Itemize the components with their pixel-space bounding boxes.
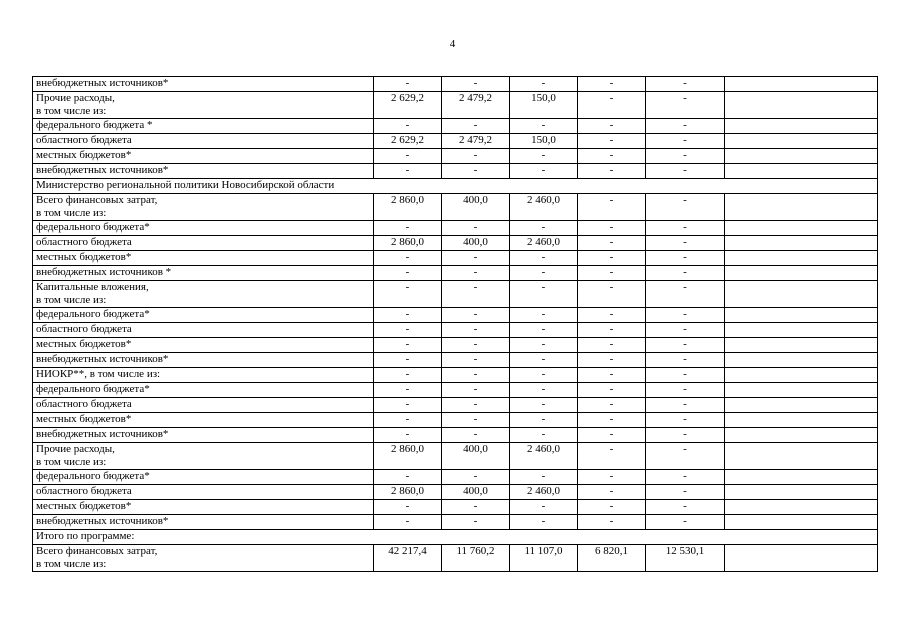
- table-row: [33, 266, 878, 281]
- row-label-line: внебюджетных источников*: [36, 428, 169, 440]
- value-cell: 2 479,2: [442, 134, 510, 149]
- row-label-line: в том числе из:: [36, 207, 107, 219]
- table-row: [33, 323, 878, 338]
- value-cell: -: [374, 470, 442, 485]
- value-cell: [725, 413, 878, 428]
- value-cell: -: [510, 323, 578, 338]
- value-cell: -: [578, 236, 646, 251]
- value-cell: -: [646, 308, 725, 323]
- value-cell: -: [646, 485, 725, 500]
- value-cell: -: [374, 368, 442, 383]
- row-label-line: местных бюджетов*: [36, 500, 132, 512]
- value-cell: -: [578, 221, 646, 236]
- row-label: [33, 281, 374, 308]
- value-cell: -: [646, 338, 725, 353]
- value-cell: -: [510, 251, 578, 266]
- table-row: [33, 164, 878, 179]
- row-label-line: внебюджетных источников*: [36, 164, 169, 176]
- value-cell: [725, 383, 878, 398]
- value-cell: 150,0: [510, 134, 578, 149]
- value-cell: -: [510, 353, 578, 368]
- value-cell: -: [374, 119, 442, 134]
- value-cell: -: [646, 428, 725, 443]
- value-cell: [725, 338, 878, 353]
- value-cell: -: [578, 149, 646, 164]
- table-row: [33, 149, 878, 164]
- value-cell: [725, 92, 878, 119]
- row-label: [33, 443, 374, 470]
- value-cell: [725, 119, 878, 134]
- value-cell: -: [442, 77, 510, 92]
- value-cell: -: [442, 353, 510, 368]
- value-cell: -: [374, 251, 442, 266]
- row-label: [33, 383, 374, 398]
- value-cell: -: [510, 164, 578, 179]
- row-label-line: в том числе из:: [36, 105, 107, 117]
- value-cell: 11 760,2: [442, 545, 510, 572]
- value-cell: -: [510, 77, 578, 92]
- table-row: [33, 383, 878, 398]
- table-row: [33, 413, 878, 428]
- value-cell: -: [374, 164, 442, 179]
- value-cell: -: [510, 308, 578, 323]
- row-label: [33, 500, 374, 515]
- value-cell: -: [374, 500, 442, 515]
- table-row: [33, 77, 878, 92]
- value-cell: -: [442, 281, 510, 308]
- section-heading: Итого по программе:: [33, 530, 878, 545]
- value-cell: -: [578, 413, 646, 428]
- table-row: [33, 530, 878, 545]
- value-cell: -: [510, 515, 578, 530]
- value-cell: -: [442, 164, 510, 179]
- value-cell: 6 820,1: [578, 545, 646, 572]
- table-row: [33, 515, 878, 530]
- value-cell: -: [646, 281, 725, 308]
- row-label: [33, 338, 374, 353]
- value-cell: -: [578, 383, 646, 398]
- row-label-line: местных бюджетов*: [36, 413, 132, 425]
- value-cell: -: [442, 383, 510, 398]
- value-cell: [725, 428, 878, 443]
- value-cell: [725, 77, 878, 92]
- value-cell: -: [578, 470, 646, 485]
- row-label: [33, 236, 374, 251]
- value-cell: -: [374, 338, 442, 353]
- value-cell: -: [374, 77, 442, 92]
- value-cell: -: [646, 251, 725, 266]
- value-cell: 12 530,1: [646, 545, 725, 572]
- value-cell: -: [442, 398, 510, 413]
- value-cell: -: [374, 428, 442, 443]
- value-cell: [725, 266, 878, 281]
- value-cell: -: [646, 323, 725, 338]
- value-cell: [725, 308, 878, 323]
- value-cell: -: [578, 77, 646, 92]
- value-cell: 400,0: [442, 194, 510, 221]
- value-cell: -: [578, 353, 646, 368]
- value-cell: -: [578, 338, 646, 353]
- table-row: [33, 368, 878, 383]
- row-label-line: в том числе из:: [36, 294, 107, 306]
- row-label-line: внебюджетных источников *: [36, 266, 172, 278]
- value-cell: 2 860,0: [374, 485, 442, 500]
- value-cell: 2 479,2: [442, 92, 510, 119]
- value-cell: -: [374, 281, 442, 308]
- value-cell: 400,0: [442, 236, 510, 251]
- row-label: [33, 308, 374, 323]
- value-cell: -: [578, 398, 646, 413]
- row-label-line: федерального бюджета*: [36, 383, 150, 395]
- row-label: [33, 194, 374, 221]
- value-cell: -: [442, 338, 510, 353]
- table-row: [33, 485, 878, 500]
- row-label-line: областного бюджета: [36, 323, 132, 335]
- value-cell: -: [442, 266, 510, 281]
- table-row: [33, 179, 878, 194]
- value-cell: -: [646, 383, 725, 398]
- value-cell: -: [646, 221, 725, 236]
- row-label: [33, 353, 374, 368]
- row-label-line: в том числе из:: [36, 456, 107, 468]
- value-cell: [725, 545, 878, 572]
- value-cell: -: [578, 485, 646, 500]
- value-cell: -: [510, 398, 578, 413]
- value-cell: -: [646, 500, 725, 515]
- table-row: [33, 353, 878, 368]
- row-label: [33, 149, 374, 164]
- row-label-line: областного бюджета: [36, 398, 132, 410]
- table-row: [33, 236, 878, 251]
- value-cell: 42 217,4: [374, 545, 442, 572]
- value-cell: -: [646, 134, 725, 149]
- value-cell: -: [374, 413, 442, 428]
- row-label: [33, 413, 374, 428]
- value-cell: -: [646, 149, 725, 164]
- table-row: [33, 134, 878, 149]
- value-cell: [725, 500, 878, 515]
- value-cell: -: [646, 470, 725, 485]
- value-cell: -: [510, 383, 578, 398]
- row-label: [33, 470, 374, 485]
- value-cell: -: [578, 134, 646, 149]
- value-cell: -: [510, 470, 578, 485]
- value-cell: [725, 164, 878, 179]
- value-cell: 400,0: [442, 443, 510, 470]
- row-label: [33, 485, 374, 500]
- budget-table-body: [33, 77, 878, 572]
- value-cell: -: [510, 266, 578, 281]
- value-cell: [725, 134, 878, 149]
- value-cell: -: [646, 266, 725, 281]
- value-cell: -: [646, 368, 725, 383]
- value-cell: -: [510, 338, 578, 353]
- row-label-line: местных бюджетов*: [36, 251, 132, 263]
- row-label: [33, 428, 374, 443]
- value-cell: -: [374, 308, 442, 323]
- value-cell: -: [578, 515, 646, 530]
- value-cell: -: [442, 515, 510, 530]
- value-cell: -: [374, 515, 442, 530]
- value-cell: [725, 470, 878, 485]
- value-cell: -: [442, 368, 510, 383]
- value-cell: -: [442, 149, 510, 164]
- row-label-line: НИОКР**, в том числе из:: [36, 368, 161, 380]
- value-cell: -: [646, 236, 725, 251]
- value-cell: [725, 368, 878, 383]
- row-label-line: федерального бюджета *: [36, 119, 153, 131]
- value-cell: -: [374, 266, 442, 281]
- value-cell: [725, 443, 878, 470]
- value-cell: -: [510, 149, 578, 164]
- value-cell: [725, 485, 878, 500]
- row-label-line: в том числе из:: [36, 558, 107, 570]
- value-cell: [725, 149, 878, 164]
- value-cell: -: [646, 515, 725, 530]
- row-label-line: внебюджетных источников*: [36, 77, 169, 89]
- value-cell: [725, 398, 878, 413]
- value-cell: -: [646, 398, 725, 413]
- value-cell: -: [646, 443, 725, 470]
- row-label: [33, 221, 374, 236]
- value-cell: -: [374, 383, 442, 398]
- row-label: [33, 266, 374, 281]
- value-cell: -: [510, 428, 578, 443]
- value-cell: -: [374, 149, 442, 164]
- value-cell: 2 860,0: [374, 443, 442, 470]
- row-label-line: Капитальные вложения,: [36, 281, 149, 293]
- value-cell: -: [374, 221, 442, 236]
- table-row: [33, 221, 878, 236]
- row-label-line: федерального бюджета*: [36, 221, 150, 233]
- budget-table: [32, 76, 878, 572]
- value-cell: [725, 236, 878, 251]
- row-label: [33, 77, 374, 92]
- row-label-line: внебюджетных источников*: [36, 353, 169, 365]
- value-cell: -: [510, 413, 578, 428]
- value-cell: -: [442, 323, 510, 338]
- value-cell: [725, 281, 878, 308]
- value-cell: -: [578, 164, 646, 179]
- table-row: [33, 281, 878, 308]
- value-cell: [725, 323, 878, 338]
- table-row: [33, 443, 878, 470]
- value-cell: -: [510, 221, 578, 236]
- table-row: [33, 545, 878, 572]
- row-label-line: федерального бюджета*: [36, 470, 150, 482]
- row-label: [33, 164, 374, 179]
- row-label: [33, 323, 374, 338]
- row-label: [33, 134, 374, 149]
- value-cell: [725, 515, 878, 530]
- value-cell: [725, 221, 878, 236]
- value-cell: 2 460,0: [510, 443, 578, 470]
- value-cell: -: [646, 92, 725, 119]
- value-cell: 2 860,0: [374, 236, 442, 251]
- section-heading: Министерство региональной политики Новосибирской области: [33, 179, 878, 194]
- row-label: [33, 398, 374, 413]
- value-cell: 2 460,0: [510, 485, 578, 500]
- value-cell: -: [578, 281, 646, 308]
- row-label: [33, 251, 374, 266]
- value-cell: -: [578, 119, 646, 134]
- value-cell: 11 107,0: [510, 545, 578, 572]
- value-cell: -: [510, 281, 578, 308]
- row-label-line: областного бюджета: [36, 236, 132, 248]
- value-cell: -: [442, 251, 510, 266]
- table-row: [33, 119, 878, 134]
- row-label-line: местных бюджетов*: [36, 338, 132, 350]
- row-label-line: внебюджетных источников*: [36, 515, 169, 527]
- row-label-line: местных бюджетов*: [36, 149, 132, 161]
- row-label-line: Прочие расходы,: [36, 443, 115, 455]
- row-label-line: федерального бюджета*: [36, 308, 150, 320]
- table-row: [33, 308, 878, 323]
- value-cell: -: [510, 500, 578, 515]
- value-cell: 2 460,0: [510, 236, 578, 251]
- value-cell: -: [442, 428, 510, 443]
- value-cell: -: [578, 308, 646, 323]
- table-row: [33, 194, 878, 221]
- value-cell: 2 460,0: [510, 194, 578, 221]
- value-cell: -: [646, 164, 725, 179]
- value-cell: -: [510, 368, 578, 383]
- value-cell: -: [646, 77, 725, 92]
- table-row: [33, 92, 878, 119]
- row-label: [33, 92, 374, 119]
- value-cell: -: [442, 470, 510, 485]
- value-cell: -: [578, 443, 646, 470]
- value-cell: 150,0: [510, 92, 578, 119]
- value-cell: -: [646, 194, 725, 221]
- table-row: [33, 338, 878, 353]
- value-cell: [725, 251, 878, 266]
- value-cell: -: [442, 413, 510, 428]
- value-cell: -: [510, 119, 578, 134]
- value-cell: [725, 353, 878, 368]
- value-cell: -: [578, 500, 646, 515]
- value-cell: -: [374, 398, 442, 413]
- value-cell: -: [442, 221, 510, 236]
- value-cell: -: [646, 353, 725, 368]
- value-cell: -: [578, 251, 646, 266]
- row-label-line: Прочие расходы,: [36, 92, 115, 104]
- value-cell: -: [374, 353, 442, 368]
- row-label: [33, 515, 374, 530]
- table-row: [33, 500, 878, 515]
- row-label-line: областного бюджета: [36, 134, 132, 146]
- row-label-line: областного бюджета: [36, 485, 132, 497]
- value-cell: [725, 194, 878, 221]
- row-label-line: Всего финансовых затрат,: [36, 545, 158, 557]
- value-cell: -: [578, 194, 646, 221]
- table-row: [33, 428, 878, 443]
- value-cell: 2 629,2: [374, 134, 442, 149]
- value-cell: 2 629,2: [374, 92, 442, 119]
- value-cell: 400,0: [442, 485, 510, 500]
- row-label-line: Всего финансовых затрат,: [36, 194, 158, 206]
- value-cell: -: [374, 323, 442, 338]
- page-number: 4: [449, 38, 456, 50]
- value-cell: -: [442, 500, 510, 515]
- value-cell: -: [442, 119, 510, 134]
- value-cell: -: [578, 266, 646, 281]
- value-cell: -: [578, 323, 646, 338]
- value-cell: -: [646, 413, 725, 428]
- value-cell: 2 860,0: [374, 194, 442, 221]
- value-cell: -: [578, 92, 646, 119]
- value-cell: -: [578, 428, 646, 443]
- value-cell: -: [578, 368, 646, 383]
- value-cell: -: [442, 308, 510, 323]
- table-row: [33, 251, 878, 266]
- row-label: [33, 119, 374, 134]
- table-row: [33, 470, 878, 485]
- value-cell: -: [646, 119, 725, 134]
- row-label: [33, 368, 374, 383]
- row-label: [33, 545, 374, 572]
- table-row: [33, 398, 878, 413]
